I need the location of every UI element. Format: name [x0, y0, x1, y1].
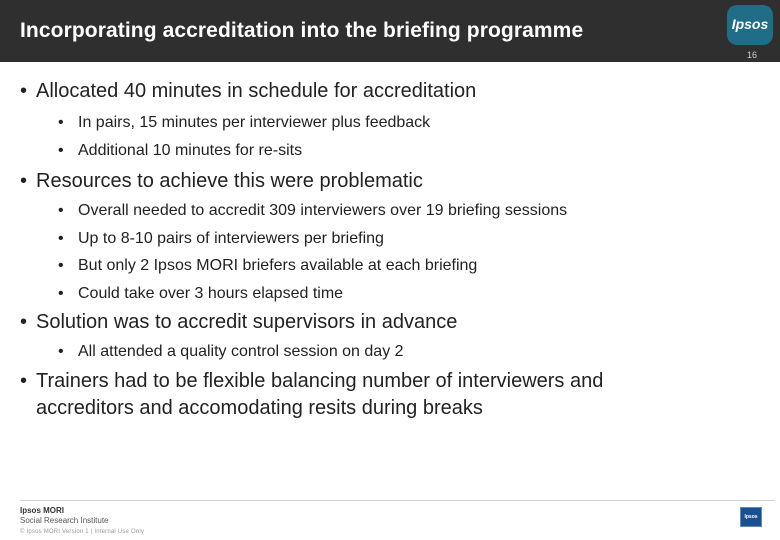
- footer-brand-name: Ipsos MORI: [20, 506, 65, 515]
- footer-brand: [20, 506, 109, 526]
- sub-bullet-text: All attended a quality control session on day 2: [78, 343, 404, 360]
- sub-bullet-item: [58, 109, 760, 137]
- sub-bullet-text: Could take over 3 hours elapsed time: [78, 284, 344, 302]
- bullet-dot-icon: •: [58, 114, 64, 131]
- sub-bullet-item: [58, 252, 760, 280]
- bullet-dot-icon: •: [20, 170, 28, 192]
- sub-bullet-text: Additional 10 minutes for re-sits: [78, 141, 303, 159]
- sub-bullet-item: [58, 225, 760, 253]
- ipsos-logo: [727, 5, 773, 45]
- slide-title: Incorporating accreditation into the briefing programme: [20, 19, 584, 42]
- bullet-text: Trainers had to be flexible balancing number of interviewers and accreditors and accomodating resits during breaks: [36, 369, 604, 419]
- sub-bullet-text: In pairs, 15 minutes per interviewer plus feedback: [78, 114, 431, 131]
- bullet-dot-icon: •: [58, 284, 64, 302]
- sub-bullet-item: [58, 137, 760, 165]
- slide-content: [20, 78, 760, 422]
- bullet-dot-icon: •: [58, 343, 64, 360]
- bullet-item: [20, 168, 760, 195]
- bullet-item: [20, 78, 760, 105]
- sub-bullet-item: [58, 197, 760, 225]
- bullet-item: [20, 309, 760, 336]
- sub-bullet-item: [58, 338, 760, 366]
- footer-logo-text: Ipsos: [744, 514, 758, 520]
- ipsos-logo-text: Ipsos: [731, 16, 769, 32]
- footer-ipsos-logo: [740, 507, 762, 527]
- bullet-dot-icon: •: [58, 257, 64, 274]
- page-number: 16: [746, 50, 757, 60]
- bullet-dot-icon: •: [58, 141, 64, 159]
- bullet-text: Resources to achieve this were problematic: [36, 170, 423, 192]
- bullet-dot-icon: •: [58, 202, 64, 219]
- bullet-dot-icon: •: [20, 311, 28, 333]
- bullet-dot-icon: •: [20, 80, 28, 102]
- footer-divider: [20, 500, 775, 501]
- footer-brand-subtitle: Social Research Institute: [20, 516, 109, 525]
- sub-bullet-text: But only 2 Ipsos MORI briefers available at each briefing: [78, 257, 478, 274]
- sub-bullet-text: Overall needed to accredit 309 interviewers over 19 briefing sessions: [78, 202, 568, 219]
- sub-bullet-text: Up to 8-10 pairs of interviewers per briefing: [78, 229, 384, 247]
- bullet-text: Solution was to accredit supervisors in advance: [36, 311, 458, 333]
- bullet-dot-icon: •: [58, 229, 64, 247]
- footer-copyright: © Ipsos MORI Version 1 | Internal Use Only: [20, 529, 145, 535]
- sub-bullet-item: [58, 280, 760, 308]
- bullet-dot-icon: •: [20, 369, 28, 392]
- title-bar: [0, 0, 780, 62]
- bullet-text: Allocated 40 minutes in schedule for accreditation: [36, 80, 477, 102]
- bullet-item: [20, 368, 670, 422]
